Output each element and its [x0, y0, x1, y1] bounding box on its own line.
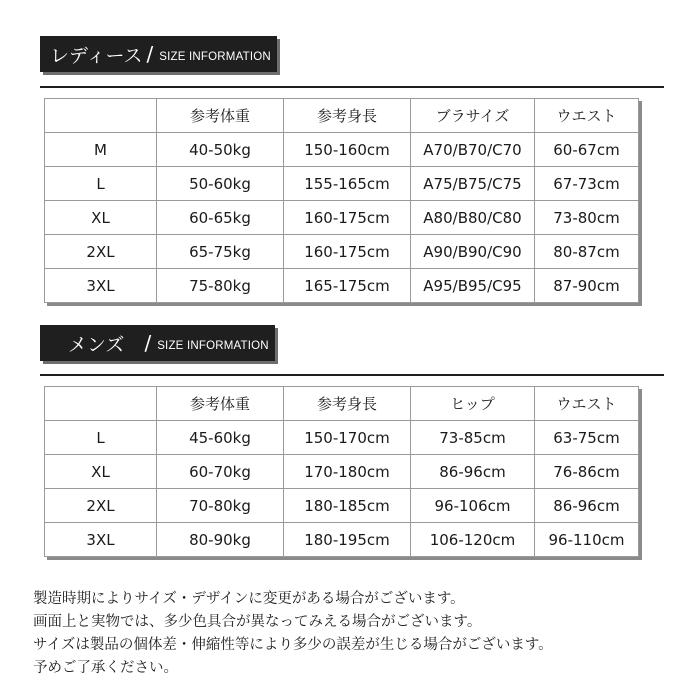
mens-divider — [40, 374, 664, 376]
header-cell — [45, 99, 157, 133]
table-row — [45, 167, 639, 201]
weight-cell: 40-50kg — [157, 133, 284, 167]
mens-subtitle: SIZE INFORMATION — [157, 340, 269, 352]
ladies-title: レディース — [50, 44, 143, 67]
table-row — [45, 523, 639, 557]
header-slash: / — [144, 331, 152, 355]
bra-size-cell: A70/B70/C70 — [411, 133, 535, 167]
size-cell: 2XL — [45, 235, 157, 269]
waist-cell: 80-87cm — [535, 235, 639, 269]
table-header-row — [45, 99, 639, 133]
mens-section-header — [40, 325, 275, 361]
header-cell-hip: ヒップ — [411, 387, 535, 421]
size-cell: 3XL — [45, 269, 157, 303]
note-line: 予めご了承ください。 — [33, 660, 178, 676]
size-cell: 2XL — [45, 489, 157, 523]
note-line: サイズは製品の個体差・伸縮性等により多少の誤差が生じる場合がございます。 — [33, 637, 553, 653]
hip-cell: 106-120cm — [411, 523, 535, 557]
hip-cell: 73-85cm — [411, 421, 535, 455]
table-row — [45, 133, 639, 167]
mens-title: メンズ — [68, 333, 125, 356]
size-cell: M — [45, 133, 157, 167]
table-row — [45, 489, 639, 523]
mens-size-table — [44, 386, 639, 557]
height-cell: 155-165cm — [284, 167, 411, 201]
table-row — [45, 235, 639, 269]
table-header-row — [45, 387, 639, 421]
header-cell-waist: ウエスト — [535, 99, 639, 133]
header-slash: / — [146, 42, 154, 66]
size-cell: XL — [45, 455, 157, 489]
height-cell: 180-195cm — [284, 523, 411, 557]
header-cell-height: 参考身長 — [284, 387, 411, 421]
ladies-size-table — [44, 98, 639, 303]
table-row — [45, 455, 639, 489]
weight-cell: 50-60kg — [157, 167, 284, 201]
bra-size-cell: A90/B90/C90 — [411, 235, 535, 269]
waist-cell: 73-80cm — [535, 201, 639, 235]
height-cell: 150-160cm — [284, 133, 411, 167]
ladies-subtitle: SIZE INFORMATION — [159, 51, 271, 63]
waist-cell: 63-75cm — [535, 421, 639, 455]
weight-cell: 60-70kg — [157, 455, 284, 489]
table-row — [45, 421, 639, 455]
header-cell-bra-size: ブラサイズ — [411, 99, 535, 133]
waist-cell: 87-90cm — [535, 269, 639, 303]
weight-cell: 60-65kg — [157, 201, 284, 235]
waist-cell: 96-110cm — [535, 523, 639, 557]
waist-cell: 67-73cm — [535, 167, 639, 201]
header-cell-weight: 参考体重 — [157, 99, 284, 133]
hip-cell: 96-106cm — [411, 489, 535, 523]
size-cell: XL — [45, 201, 157, 235]
header-cell-waist: ウエスト — [535, 387, 639, 421]
ladies-section-header — [40, 36, 277, 72]
hip-cell: 86-96cm — [411, 455, 535, 489]
size-cell: 3XL — [45, 523, 157, 557]
note-line: 製造時期によりサイズ・デザインに変更がある場合がございます。 — [33, 591, 465, 607]
weight-cell: 65-75kg — [157, 235, 284, 269]
height-cell: 170-180cm — [284, 455, 411, 489]
weight-cell: 45-60kg — [157, 421, 284, 455]
size-cell: L — [45, 167, 157, 201]
disclaimer-notes — [33, 588, 693, 680]
height-cell: 160-175cm — [284, 235, 411, 269]
weight-cell: 70-80kg — [157, 489, 284, 523]
height-cell: 165-175cm — [284, 269, 411, 303]
table-row — [45, 269, 639, 303]
note-line: 画面上と実物では、多少色具合が異なってみえる場合がございます。 — [33, 614, 482, 630]
header-cell-weight: 参考体重 — [157, 387, 284, 421]
height-cell: 180-185cm — [284, 489, 411, 523]
bra-size-cell: A75/B75/C75 — [411, 167, 535, 201]
size-cell: L — [45, 421, 157, 455]
header-cell — [45, 387, 157, 421]
waist-cell: 60-67cm — [535, 133, 639, 167]
waist-cell: 86-96cm — [535, 489, 639, 523]
ladies-divider — [40, 86, 664, 88]
weight-cell: 80-90kg — [157, 523, 284, 557]
height-cell: 150-170cm — [284, 421, 411, 455]
waist-cell: 76-86cm — [535, 455, 639, 489]
bra-size-cell: A80/B80/C80 — [411, 201, 535, 235]
weight-cell: 75-80kg — [157, 269, 284, 303]
table-row — [45, 201, 639, 235]
height-cell: 160-175cm — [284, 201, 411, 235]
bra-size-cell: A95/B95/C95 — [411, 269, 535, 303]
header-cell-height: 参考身長 — [284, 99, 411, 133]
